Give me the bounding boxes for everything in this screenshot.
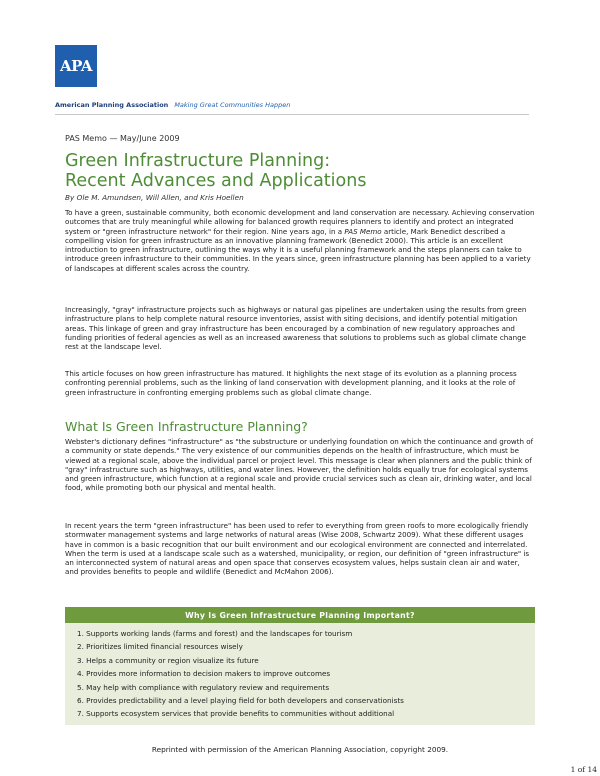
intro-paragraph-2: Increasingly, "gray" infrastructure projects such as highways or natural gas pipelines are undertaken using the results from green infrastructure plans to help complete natural resource inventories, assist with siting decisions, and identify potential mitigation areas. This linkage of green and gray infrastructure has been encouraged by a combination of new regulatory approaches and funding priorities of federal agencies as well as an increased awareness that solutions to problems such as global climate change rest at the landscape level.: [65, 305, 527, 352]
list-item: 4. Provides more information to decision makers to improve outcomes: [77, 669, 331, 679]
authors: By Ole M. Amundsen, Will Allen, and Kris Hoellen: [65, 193, 244, 202]
list-item: 3. Helps a community or region visualize its future: [77, 655, 259, 665]
section-paragraph-1: Webster's dictionary defines "infrastructure" as "the substructure or underlying foundation on which the continuance and growth of a community or state depends." The very existence of our communities depends on the health of infrastructure, which must be viewed at a regional scale, above the individual parcel or project level. This message is clear when planners and the public think of "gray" infrastructure such as highways, utilities, and water lines. However, the definition holds equally true for ecological systems and green infrastructure, which function at a regional scale and provide crucial services such as clean air, drinking water, and local food, while promoting both our physical and mental health.: [65, 437, 534, 493]
title-line-1: Green Infrastructure Planning:: [65, 151, 331, 171]
box-title: Why Is Green Infrastructure Planning Important?: [65, 607, 535, 623]
title-line-2: Recent Advances and Applications: [65, 171, 367, 191]
memo-line: PAS Memo — May/June 2009: [65, 134, 180, 143]
intro-paragraph-1: [65, 208, 535, 273]
list-item: 7. Supports ecosystem services that provide benefits to communities without additional: [77, 709, 395, 719]
list-item: 2. Prioritizes limited financial resources wisely: [77, 642, 243, 652]
page-indicator: 1 of 14: [570, 765, 597, 774]
intro-p1-end: article, Mark Benedict described a compelling vision for green infrastructure as an innovative planning framework (Benedict 2000). This article is an excellent introduction to green infrastructure, outlining the ways why it is a useful planning framework and the steps planners can take to introduce green infrastructure to their communities. In the years since, green infrastructure planning has been applied to a variety of landscapes at different scales across the country.: [65, 226, 531, 273]
apa-logo: APA: [55, 45, 97, 87]
list-item: 1. Supports working lands (farms and forest) and the landscapes for tourism: [77, 629, 353, 638]
header-divider: [55, 114, 529, 115]
intro-paragraph-3: This article focuses on how green infrastructure has matured. It highlights the next stage of its evolution as a planning process confronting perennial problems, such as the linking of land conservation with development planning, and it looks at the role of green infrastructure in confronting emerging problems such as global climate change.: [65, 369, 517, 397]
org-header: [55, 101, 290, 109]
list-item: 6. Provides predictability and a level playing field for both developers and conservationists: [77, 696, 404, 706]
list-item: 5. May help with compliance with regulatory review and requirements: [77, 682, 330, 692]
reasons-list: [65, 623, 535, 721]
reprint-notice: Reprinted with permission of the American Planning Association, copyright 2009.: [151, 745, 449, 754]
pas-memo-ref: PAS Memo: [344, 226, 382, 236]
section-heading: What Is Green Infrastructure Planning?: [65, 419, 308, 434]
org-tagline: Making Great Communities Happen: [174, 101, 291, 109]
article-title: [65, 151, 515, 191]
why-important-box: [65, 607, 535, 725]
org-name: American Planning Association: [55, 101, 169, 109]
intro-p1-start: To have a green, sustainable community, both economic development and land conservation are necessary. Achieving conservation outcomes that are truly meaningful while allowing for balanced growth requires planners to identify and protect an integrated system or "green infrastructure network" for their region. Nine years ago, in a: [65, 208, 535, 236]
section-paragraph-2: In recent years the term "green infrastructure" has been used to refer to everything from green roofs to more ecologically friendly stormwater management systems and large networks of natural areas (Wise 2008, Schwartz 2009). What these different usages have in common is a basic recognition that our built environment and our ecological environment are connected and interrelated. When the term is used at a landscape scale such as a watershed, municipality, or region, our definition of "green infrastructure" is an interconnected system of natural areas and open space that conserves ecosystem values, helps sustain clean air and water, and provides benefits to people and wildlife (Benedict and McMahon 2006).: [65, 521, 530, 577]
